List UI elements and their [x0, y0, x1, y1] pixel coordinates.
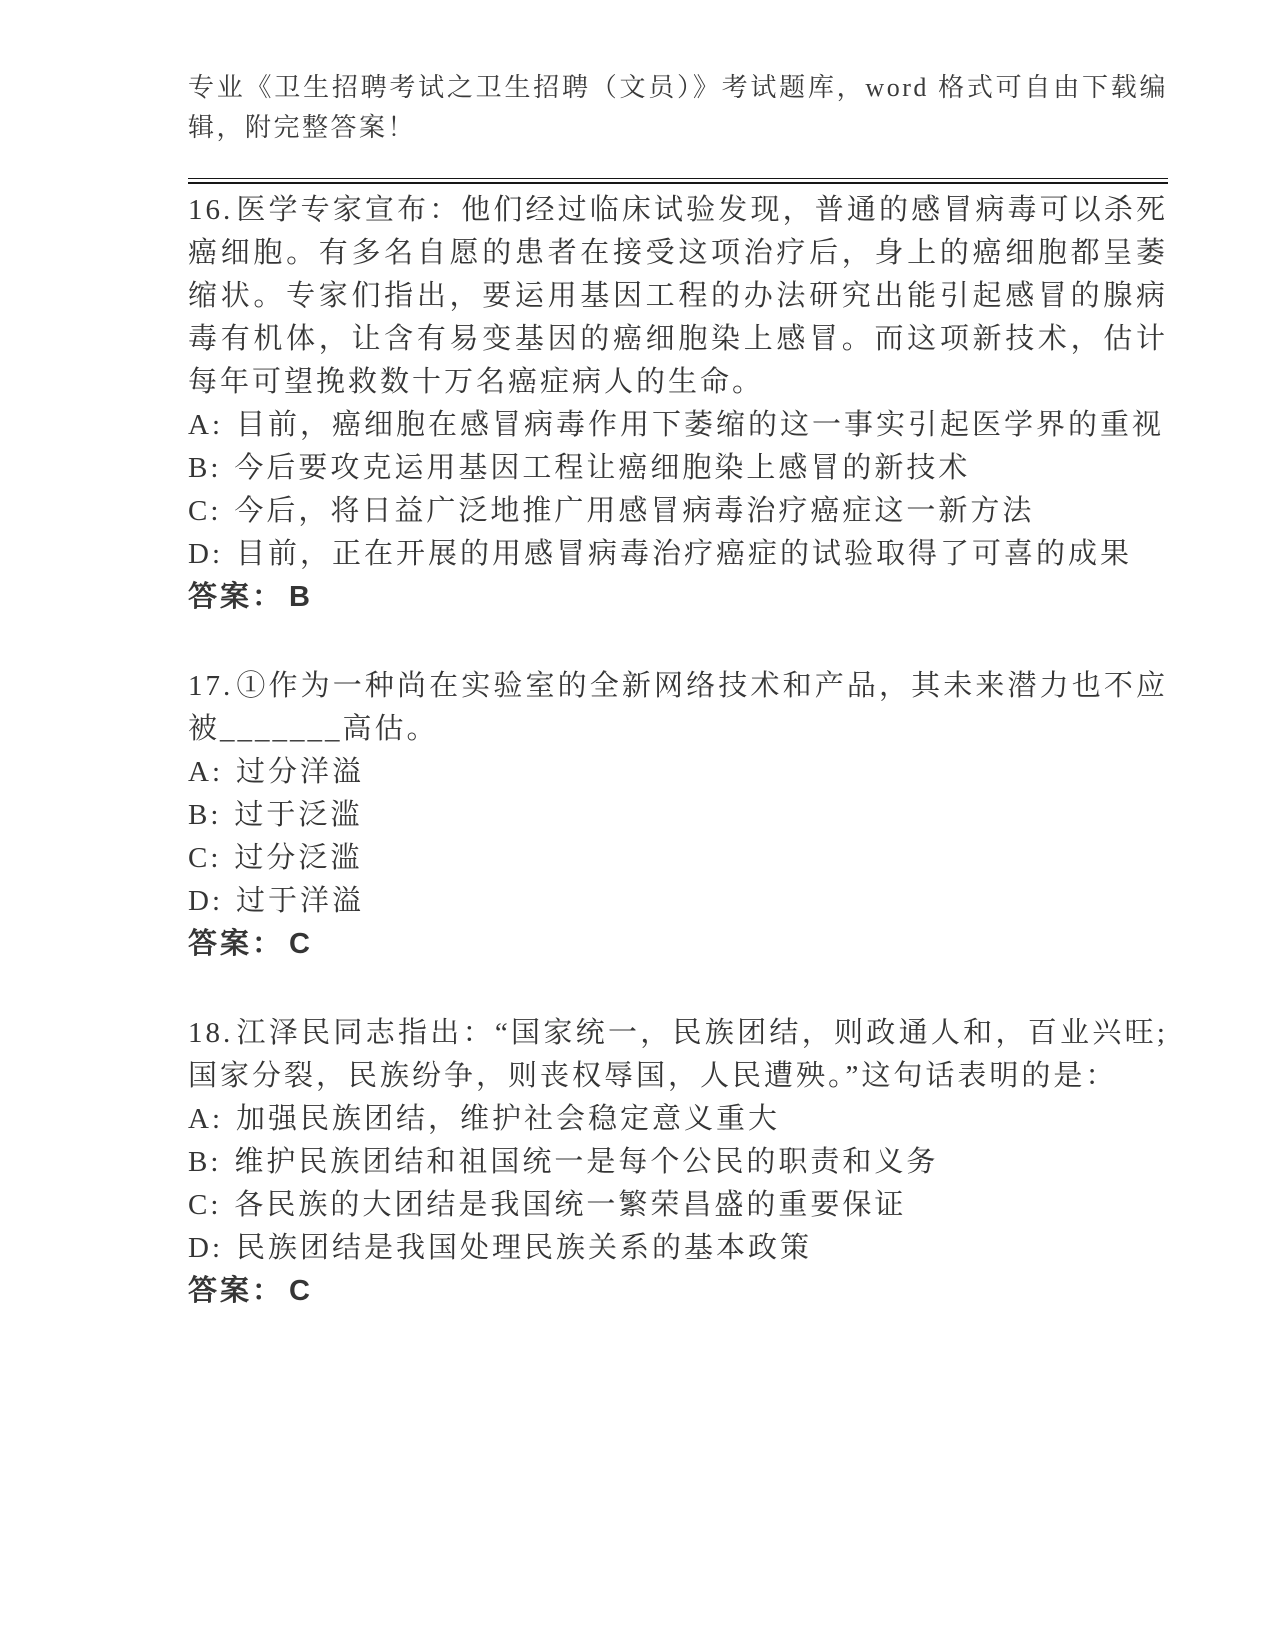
- question-stem-text: 江泽民同志指出：“国家统一，民族团结，则政通人和，百业兴旺;国家分裂，民族纷争，则丧权辱国，人民遭殃。”这句话表明的是：: [188, 1017, 1168, 1092]
- question-number: 16.: [188, 194, 234, 226]
- option-text: 今后，将日益广泛地推广用感冒病毒治疗癌症这一新方法: [234, 495, 1035, 527]
- option-row-d: [188, 533, 1168, 576]
- answer-label: 答案：: [188, 928, 285, 960]
- option-text: 过于洋溢: [236, 885, 365, 917]
- option-text: 过于泛滥: [234, 799, 363, 831]
- option-row-d: [188, 1227, 1168, 1270]
- option-text: 加强民族团结，维护社会稳定意义重大: [236, 1103, 781, 1135]
- question-stem-text: ①作为一种尚在实验室的全新网络技术和产品，其未来潜力也不应被_______高估。: [188, 670, 1168, 745]
- option-label: B:: [188, 799, 222, 831]
- option-text: 民族团结是我国处理民族关系的基本政策: [236, 1232, 813, 1264]
- question-stem: [188, 189, 1168, 404]
- option-row-a: [188, 1098, 1168, 1141]
- answer-row: [188, 923, 1168, 966]
- option-row-b: [188, 447, 1168, 490]
- option-label: A:: [188, 756, 223, 788]
- option-label: D:: [188, 885, 223, 917]
- question-number: 18.: [188, 1017, 234, 1049]
- answer-label: 答案：: [188, 581, 285, 613]
- option-row-b: [188, 1141, 1168, 1184]
- question-stem: [188, 1012, 1168, 1098]
- question-stem-text: 医学专家宣布：他们经过临床试验发现，普通的感冒病毒可以杀死癌细胞。有多名自愿的患者在接受这项治疗后，身上的癌细胞都呈萎缩状。专家们指出，要运用基因工程的办法研究出能引起感冒的腺病毒有机体，让含有易变基因的癌细胞染上感冒。而这项新技术，估计每年可望挽救数十万名癌症病人的生命。: [188, 194, 1168, 398]
- option-row-c: [188, 837, 1168, 880]
- option-row-d: [188, 880, 1168, 923]
- option-text: 今后要攻克运用基因工程让癌细胞染上感冒的新技术: [234, 452, 971, 484]
- option-label: D:: [188, 538, 223, 570]
- option-text: 各民族的大团结是我国统一繁荣昌盛的重要保证: [234, 1189, 907, 1221]
- option-label: A:: [188, 409, 223, 441]
- answer-value: C: [289, 928, 313, 960]
- option-label: C:: [188, 495, 222, 527]
- answer-row: [188, 1270, 1168, 1313]
- question-16: [188, 189, 1168, 619]
- option-label: B:: [188, 1146, 222, 1178]
- option-row-c: [188, 1184, 1168, 1227]
- header-divider: [188, 178, 1168, 184]
- option-row-b: [188, 794, 1168, 837]
- answer-label: 答案：: [188, 1275, 285, 1307]
- option-label: A:: [188, 1103, 223, 1135]
- question-17: [188, 665, 1168, 966]
- option-text: 目前，癌细胞在感冒病毒作用下萎缩的这一事实引起医学界的重视: [236, 409, 1165, 441]
- option-row-c: [188, 490, 1168, 533]
- option-row-a: [188, 751, 1168, 794]
- option-row-a: [188, 404, 1168, 447]
- option-text: 过分洋溢: [236, 756, 365, 788]
- answer-row: [188, 576, 1168, 619]
- answer-value: B: [289, 581, 313, 613]
- question-number: 17.: [188, 670, 234, 702]
- option-text: 目前，正在开展的用感冒病毒治疗癌症的试验取得了可喜的成果: [236, 538, 1133, 570]
- option-label: C:: [188, 1189, 222, 1221]
- option-label: C:: [188, 842, 222, 874]
- question-stem: [188, 665, 1168, 751]
- option-label: D:: [188, 1232, 223, 1264]
- question-18: [188, 1012, 1168, 1313]
- document-header-text: 专业《卫生招聘考试之卫生招聘（文员）》考试题库，word 格式可自由下载编辑，附完整答案！: [188, 73, 1168, 142]
- answer-value: C: [289, 1275, 313, 1307]
- option-label: B:: [188, 452, 222, 484]
- option-text: 维护民族团结和祖国统一是每个公民的职责和义务: [234, 1146, 939, 1178]
- option-text: 过分泛滥: [234, 842, 363, 874]
